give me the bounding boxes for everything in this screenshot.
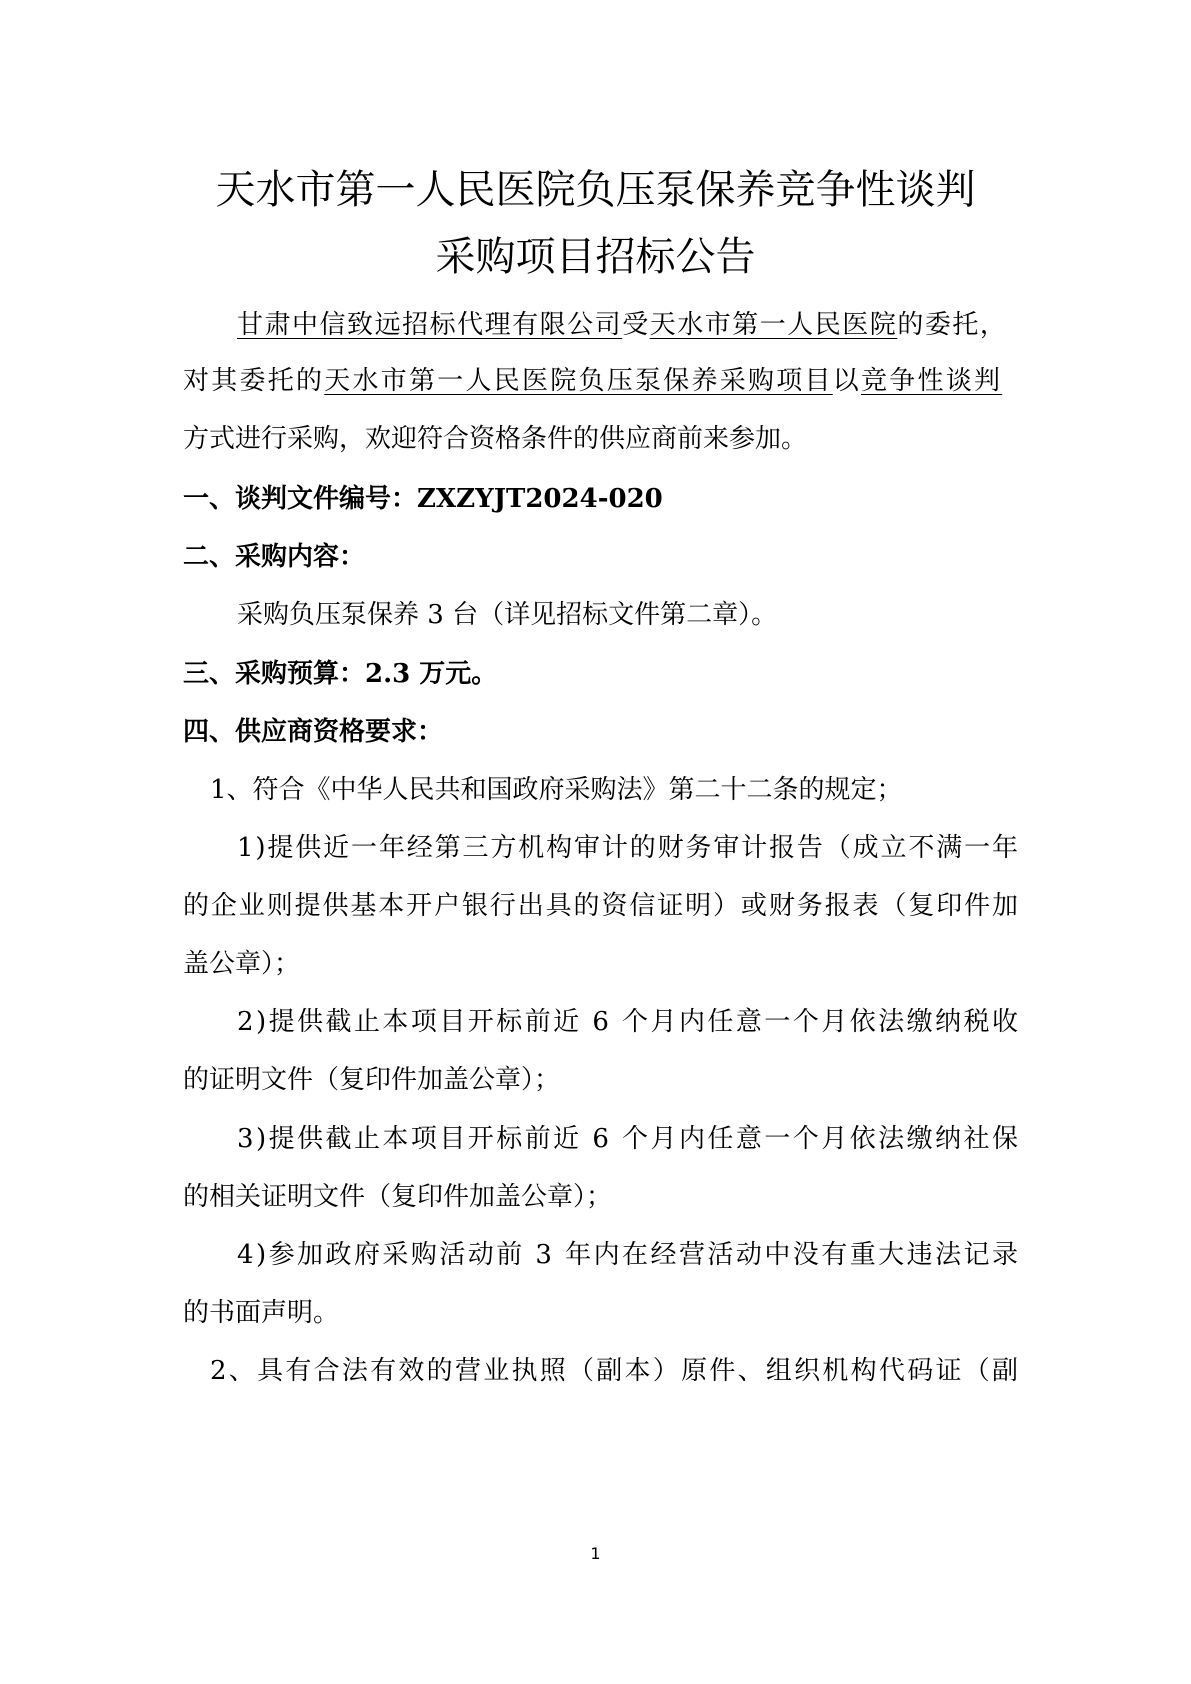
sub-item-1-line-2: 的企业则提供基本开户银行出具的资信证明）或财务报表（复印件加 [183,891,1020,921]
sub-item-3-line-1: 3)提供截止本项目开标前近 6 个月内任意一个月依法缴纳社保 [237,1124,1021,1154]
requirement-item-2: 2、具有合法有效的营业执照（副本）原件、组织机构代码证（副 [210,1356,1021,1386]
section-2-content: 采购负压泵保养 3 台（详见招标文件第二章）。 [237,600,778,630]
document-title-line-1: 天水市第一人民医院负压泵保养竞争性谈判 [215,167,976,213]
sub-item-2-line-2: 的证明文件（复印件加盖公章）； [183,1065,561,1095]
document-title-line-2: 采购项目招标公告 [435,234,756,280]
requirement-item-1: 1、符合《中华人民共和国政府采购法》第二十二条的规定； [210,775,903,805]
section-4-heading: 四、供应商资格要求： [183,717,444,747]
agent-name: 甘肃中信致远招标代理有限公司 [237,310,623,340]
section-3-budget: 三、采购预算：2.3 万元。 [183,659,498,689]
intro-text: 受 [622,310,650,340]
intro-line-3: 方式进行采购，欢迎符合资格条件的供应商前来参加。 [183,424,808,454]
sub-item-4-line-2: 的书面声明。 [183,1298,340,1328]
intro-line-2 [183,366,1018,396]
intro-text: 以 [832,366,861,396]
procurement-method: 竞争性谈判 [860,366,1003,396]
section-1-document-number: 一、谈判文件编号：ZXZYJT2024-020 [183,484,663,514]
section-2-heading: 二、采购内容： [183,542,366,572]
sub-item-1-line-3: 盖公章）； [183,949,301,979]
intro-text: 的委托， [897,310,1008,340]
purchaser-name: 天水市第一人民医院 [649,310,898,340]
sub-item-1-line-1: 1)提供近一年经第三方机构审计的财务审计报告（成立不满一年 [237,833,1020,863]
intro-text: 对其委托的 [183,366,325,396]
sub-item-2-line-1: 2)提供截止本项目开标前近 6 个月内任意一个月依法缴纳税收 [237,1007,1021,1037]
page-number: 1 [590,1544,601,1563]
sub-item-4-line-1: 4)参加政府采购活动前 3 年内在经营活动中没有重大违法记录 [237,1240,1021,1270]
intro-line-1 [237,310,1018,340]
sub-item-3-line-2: 的相关证明文件（复印件加盖公章）； [183,1182,613,1212]
project-name: 天水市第一人民医院负压泵保养采购项目 [324,366,833,396]
